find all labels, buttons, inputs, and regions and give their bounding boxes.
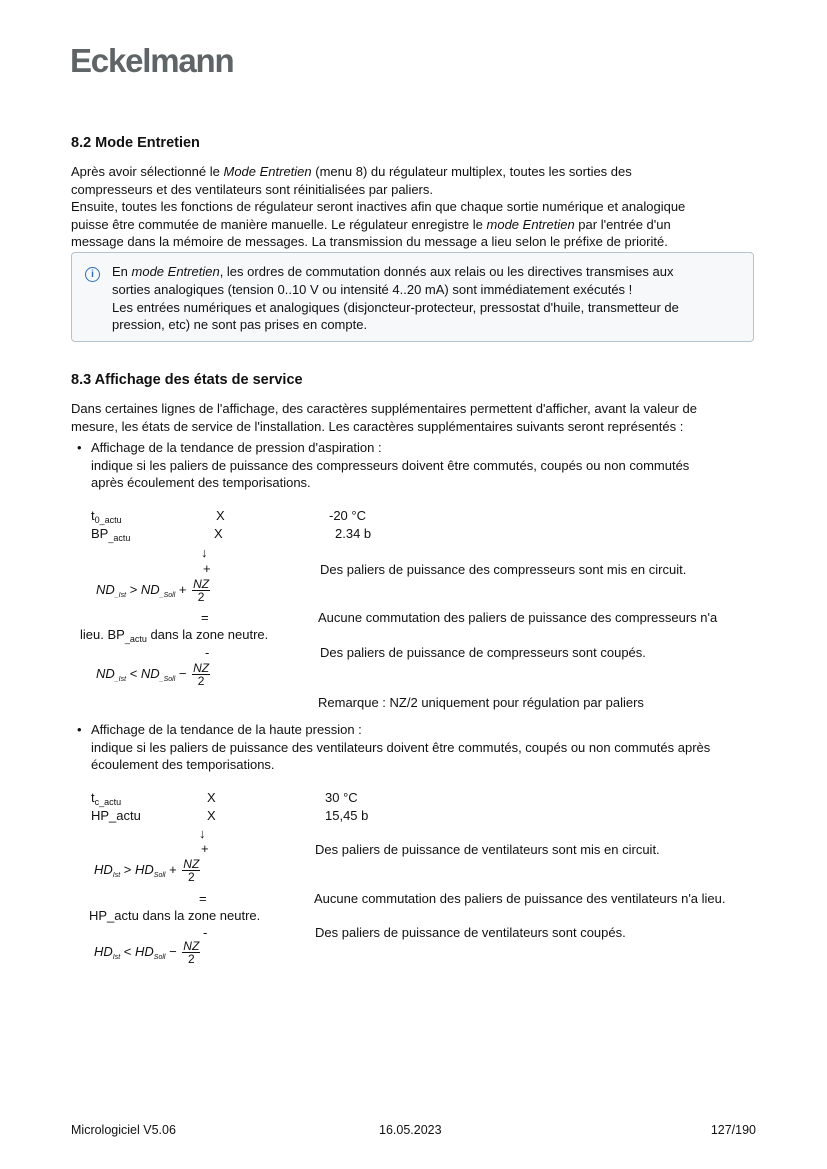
hp-actu-label: HP_actu — [91, 808, 141, 823]
section-8-2-paragraph — [71, 163, 771, 251]
tc-actu-value: 30 °C — [325, 790, 358, 805]
bullet-suction-pressure: • Affichage de la tendance de pression d'aspiration : indique si les paliers de puissance des compresseurs doivent être commutés, coupés ou non commutés après écoulement des temporisations. — [77, 440, 690, 490]
remark-text: Remarque : NZ/2 uniquement pour régulation par paliers — [318, 695, 644, 710]
hp-actu-value: 15,45 b — [325, 808, 369, 823]
equals-description: Aucune commutation des paliers de puissance des ventilateurs n'a lieu. — [314, 891, 726, 906]
equals-symbol: = — [201, 610, 209, 625]
paragraph-line: Après avoir sélectionné le Mode Entretien (menu 8) du régulateur multiplex, toutes les sorties des — [71, 164, 632, 179]
equals-symbol: = — [199, 891, 207, 906]
plus-symbol: + — [201, 841, 209, 856]
t0-actu-value: -20 °C — [329, 508, 366, 523]
formula-nd-greater: $ND_{\_Ist} > ND_{\_Soll}$ + $\frac{NZ}{2}$ — [96, 577, 210, 604]
section-8-3-intro: Dans certaines lignes de l'affichage, des caractères supplémentaires permettent d'afficher, avant la valeur de mesure, les états de service de l'installation. Les caractères supplémentaires suivants seront représentés : — [71, 401, 697, 434]
equals-description-cont: HP_actu dans la zone neutre. — [89, 908, 261, 923]
minus-description: Des paliers de puissance de compresseurs sont coupés. — [320, 645, 646, 660]
info-note-box — [71, 252, 754, 342]
footer-page-number: 127/190 — [710, 1123, 756, 1137]
company-logo: Eckelmann — [70, 42, 234, 79]
paragraph-line: compresseurs et des ventilateurs sont réinitialisées par paliers. — [71, 181, 434, 197]
bp-actu-x: X — [214, 526, 223, 541]
bp-actu-value: 2.34 b — [335, 526, 372, 541]
bp-actu-label: $BP_{\_actu}$ — [91, 526, 131, 543]
minus-description: Des paliers de puissance de ventilateurs sont coupés. — [315, 925, 626, 940]
info-note-text: En mode Entretien, les ordres de commutation donnés aux relais ou les directives transmises aux sorties analogiques (tension 0..10 V ou intensité 4..20 mA) sont immédiatement exécutés ! Les entrées numériques et analogiques (disjoncteur-protecteur, pressostat d'huile, transmetteur de pression, etc) ne sont pas prises en compte. — [112, 264, 679, 333]
footer-date: 16.05.2023 — [379, 1123, 442, 1137]
paragraph-line: puisse être commutée de manière manuelle. Le régulateur enregistre le mode Entretien par l'entrée d'un — [71, 216, 671, 232]
section-heading-8-2: 8.2 Mode Entretien — [71, 135, 200, 151]
bullet-icon: • — [77, 722, 82, 737]
equals-description: Aucune commutation des paliers de puissance des compresseurs n'a — [318, 610, 718, 625]
bullet-high-pressure: • Affichage de la tendance de la haute pression : indique si les paliers de puissance des ventilateurs doivent être commutés, coupés ou non commutés après écoulement des temporisations. — [77, 722, 711, 772]
tc-actu-x: X — [207, 790, 216, 805]
footer-version: Micrologiciel V5.06 — [71, 1123, 176, 1137]
paragraph-line: message dans la mémoire de messages. La transmission du message a lieu selon le préfixe de priorité. — [71, 234, 668, 249]
plus-description: Des paliers de puissance de ventilateurs sont mis en circuit. — [315, 842, 660, 857]
formula-hd-less: $HD_{Ist} < HD_{Soll}$ − $\frac{NZ}{2}$ — [94, 939, 200, 966]
bullet-icon: • — [77, 440, 82, 455]
equals-description-cont: lieu. $BP_{\_actu}$ dans la zone neutre. — [80, 627, 269, 644]
t0-actu-label: $t_{0\_actu}$ — [91, 508, 122, 525]
paragraph-line: Ensuite, toutes les fonctions de régulateur seront inactives afin que chaque sortie numérique et analogique — [71, 199, 686, 214]
arrow-down-icon: ↓ — [201, 545, 208, 560]
minus-symbol: - — [205, 645, 210, 660]
info-icon: i — [85, 267, 100, 282]
t0-actu-x: X — [216, 508, 225, 523]
tc-actu-label: $t_{c\_actu}$ — [91, 790, 122, 807]
formula-nd-less: $ND_{\_Ist} < ND_{\_Soll}$ − $\frac{NZ}{2}$ — [96, 661, 210, 688]
formula-hd-greater: $HD_{Ist} > HD_{Soll}$ + $\frac{NZ}{2}$ — [94, 857, 200, 884]
arrow-down-icon: ↓ — [199, 826, 206, 841]
minus-symbol: - — [203, 925, 208, 940]
plus-symbol: + — [203, 561, 211, 576]
plus-description: Des paliers de puissance des compresseurs sont mis en circuit. — [320, 562, 687, 577]
section-heading-8-3: 8.3 Affichage des états de service — [71, 372, 303, 388]
hp-actu-x: X — [207, 808, 216, 823]
